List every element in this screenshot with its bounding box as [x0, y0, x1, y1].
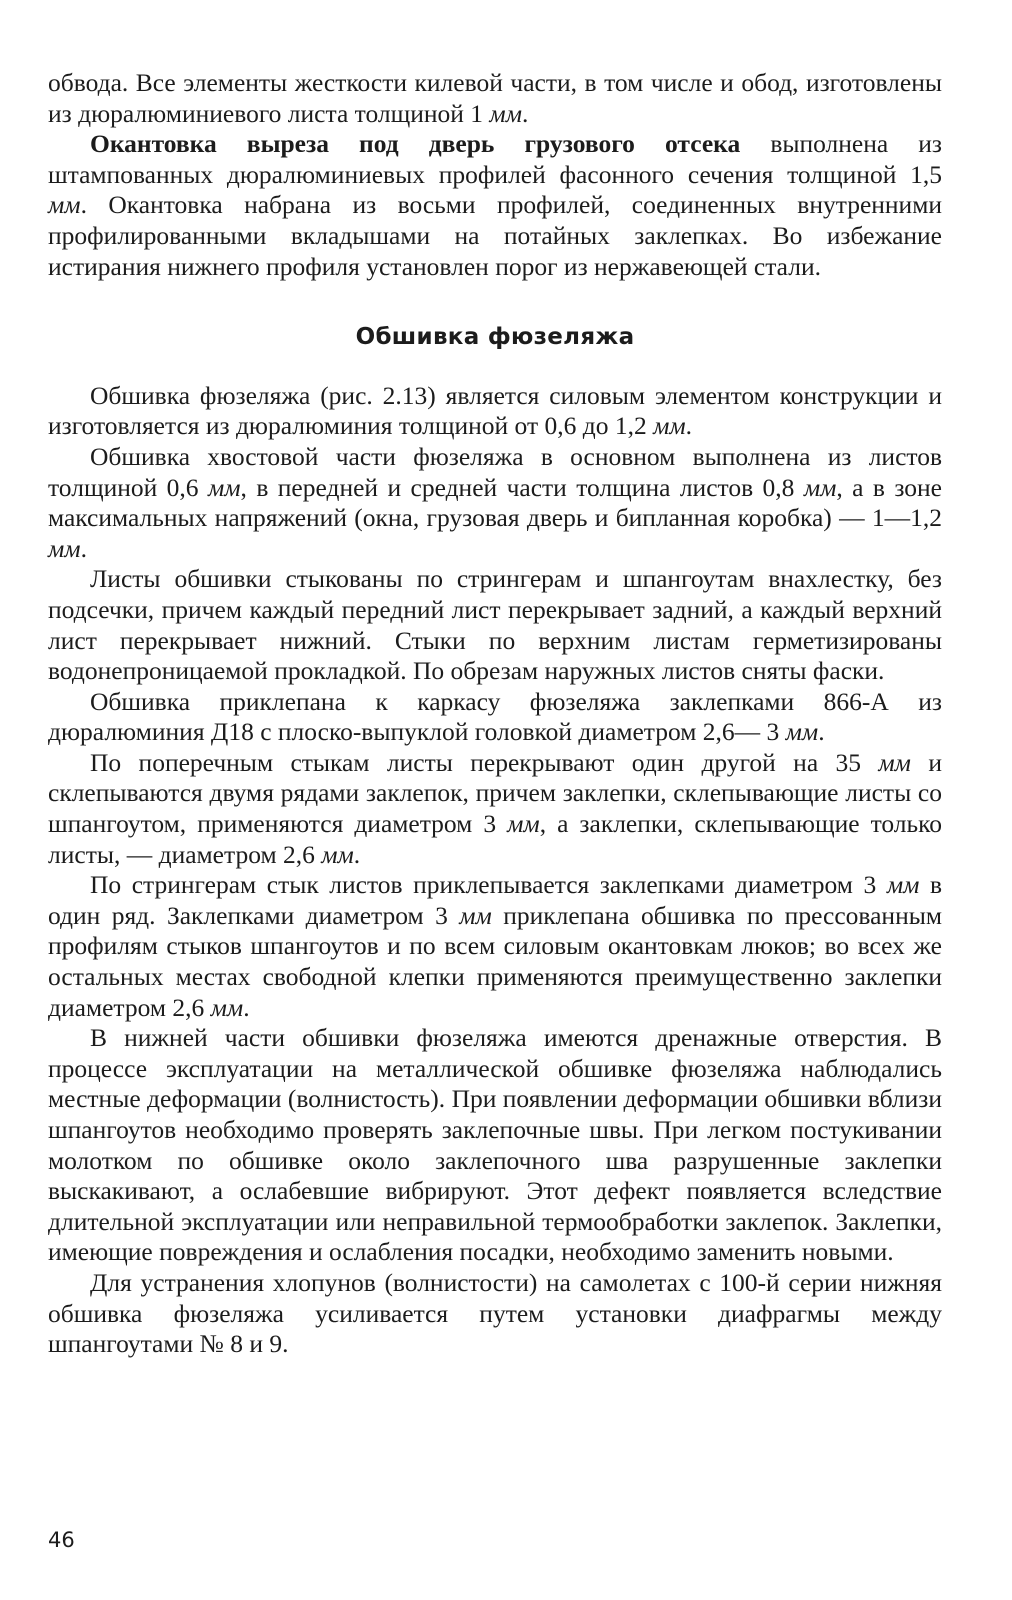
unit-mm: мм	[507, 809, 540, 839]
unit-mm: мм	[459, 900, 492, 930]
paragraph-sheet-joints: Листы обшивки стыкованы по стрингерам и шпангоутам внахлестку, без подсечки, причем каждый передний лист перекрывает задний, а каждый верхний лист перекрывает нижний. Стыки по верхним листам герметизированы водонепроницаемой прокладкой. По обрезам наружных листов сняты фаски.	[48, 564, 942, 686]
paragraph-text: .	[521, 98, 529, 128]
paragraph-rivets	[48, 687, 942, 748]
page-number: 46	[48, 1528, 75, 1552]
unit-mm: мм	[321, 839, 354, 869]
paragraph-skin-intro	[48, 381, 942, 442]
unit-mm: мм	[878, 747, 911, 777]
paragraph-transverse-joints	[48, 748, 942, 870]
unit-mm: мм	[886, 870, 920, 900]
paragraph-text: Обшивка фюзеляжа (рис. 2.13) является силовым элементом конструкции и изготовляется из дюралюминия толщиной от 0,6 до 1,2	[48, 380, 942, 441]
unit-mm: мм	[48, 190, 81, 220]
paragraph-text: .	[685, 411, 693, 441]
unit-mm: мм	[207, 472, 241, 502]
paragraph-text: . Окантовка набрана из восьми профилей, соединенных внутренними профилированными вкладышами на потайных заклепках. Во избежание истирания нижнего профиля установлен порог из нержавеющей стали.	[48, 190, 942, 281]
unit-mm: мм	[210, 992, 244, 1022]
paragraph-text: обвода. Все элементы жесткости килевой части, в том числе и обод, изготовлены из дюралюминиевого листа толщиной 1	[48, 68, 942, 128]
paragraph-text: , а в зоне максимальных напряжений (окна, грузовая дверь и бипланная коробка) — 1—1,2	[48, 472, 942, 533]
paragraph-cargo-door-frame	[48, 129, 942, 282]
paragraph-text: выполнена из штампованных дюралюминиевых профилей фасонного сечения толщиной 1,5	[48, 129, 942, 189]
paragraph-text: приклепана обшивка по прессованным профилям стыков шпангоутов и по всем силовым окантовкам люков; во всех же остальных местах свободной клепки применяются преимущественно заклепки диаметром 2,6	[48, 900, 942, 1022]
paragraph-text: По стрингерам стык листов приклепывается заклепками диаметром 3	[90, 870, 887, 900]
paragraph-diaphragm: Для устранения хлопунов (волнистости) на самолетах с 100-й серии нижняя обшивка фюзеляжа усиливается путем установки диафрагмы между шпангоутами № 8 и 9.	[48, 1267, 942, 1359]
paragraph-stringer-joints	[48, 870, 942, 1023]
section-heading: Обшивка фюзеляжа	[355, 324, 635, 351]
paragraph-text: Обшивка хвостовой части фюзеляжа в основном выполнена из листов толщиной 0,6	[48, 441, 942, 502]
page-body	[48, 68, 942, 1360]
paragraph-text: .	[80, 533, 87, 563]
unit-mm: мм	[48, 533, 81, 563]
paragraph-lead-bold: Окантовка выреза под дверь грузового отсека	[90, 129, 741, 159]
unit-mm: мм	[489, 98, 522, 128]
paragraph-text: и склепываются двумя рядами заклепок, причем заклепки, склепывающие листы со шпангоутом, применяются диаметром 3	[48, 747, 942, 839]
paragraph-text: Обшивка приклепана к каркасу фюзеляжа заклепками 866-А из дюралюминия Д18 с плоско-выпуклой головкой диаметром 2,6— 3	[48, 686, 942, 747]
paragraph-text: .	[353, 839, 361, 869]
unit-mm: мм	[803, 472, 837, 502]
paragraph-continuation	[48, 68, 942, 129]
paragraph-text: , в передней и средней части толщина листов 0,8	[240, 472, 804, 502]
paragraph-text: в один ряд. Заклепками диаметром 3	[48, 870, 942, 930]
paragraph-text: .	[818, 717, 825, 747]
paragraph-text: , а заклепки, склепывающие только листы, — диаметром 2,6	[48, 809, 942, 869]
paragraph-drainage-deformation: В нижней части обшивки фюзеляжа имеются дренажные отверстия. В процессе эксплуатации на металлической обшивке фюзеляжа наблюдались местные деформации (волнистость). При появлении деформации обшивки вблизи шпангоутов необходимо проверять заклепочные швы. При легком постукивании молотком по обшивке около заклепочного шва разрушенные заклепки выскакивают, а ослабевшие вибрируют. Этот дефект появляется вследствие длительной эксплуатации или неправильной термообработки заклепок. Заклепки, имеющие повреждения и ослабления посадки, необходимо заменить новыми.	[48, 1023, 942, 1267]
paragraph-text: По поперечным стыкам листы перекрывают один другой на 35	[90, 747, 879, 777]
unit-mm: мм	[785, 717, 819, 747]
paragraph-skin-thickness	[48, 442, 942, 564]
paragraph-text: .	[243, 992, 250, 1022]
unit-mm: мм	[653, 411, 686, 441]
